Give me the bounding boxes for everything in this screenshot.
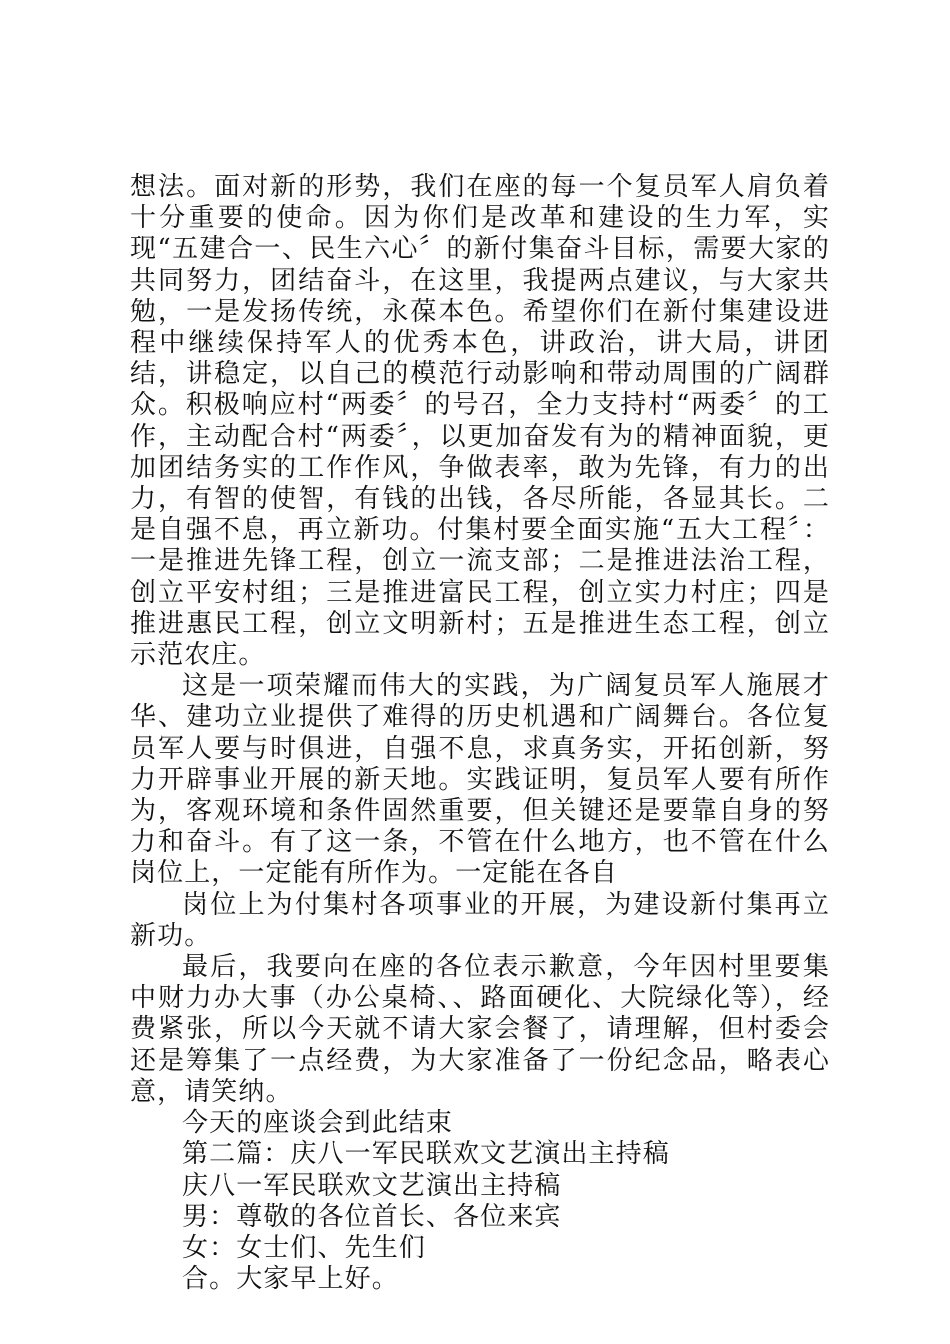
script-line-female: 女：女士们、先生们 xyxy=(182,1232,426,1263)
document-title: 庆八一军民联欢文艺演出主持稿 xyxy=(182,1170,562,1201)
script-line-together: 合。大家早上好。 xyxy=(182,1264,399,1295)
section-heading: 第二篇：庆八一军民联欢文艺演出主持稿 xyxy=(182,1139,670,1170)
closing-line: 今天的座谈会到此结束 xyxy=(182,1108,454,1139)
body-paragraph-4: 最后，我要向在座的各位表示歉意，今年因村里要集中财力办大事（办公桌椅、、路面硬化、大院绿化等），经费紧张，所以今天就不请大家会餐了，请理解，但村委会还是筹集了一点经费，为大家准备了一份纪念品，略表心意，请笑纳。 xyxy=(130,952,830,1107)
document-page xyxy=(130,172,830,1295)
body-paragraph-2: 这是一项荣耀而伟大的实践，为广阔复员军人施展才华、建功立业提供了难得的历史机遇和广阔舞台。各位复员军人要与时俱进，自强不息，求真务实，开拓创新，努力开辟事业开展的新天地。实践证明，复员军人要有所作为，客观环境和条件固然重要，但关键还是要靠自身的努力和奋斗。有了这一条，不管在什么地方，也不管在什么岗位上，一定能有所作为。一定能在各自 xyxy=(130,671,830,889)
script-line-male: 男：尊敬的各位首长、各位来宾 xyxy=(182,1201,562,1232)
body-paragraph-3: 岗位上为付集村各项事业的开展，为建设新付集再立新功。 xyxy=(130,889,830,951)
body-paragraph-1: 想法。面对新的形势，我们在座的每一个复员军人肩负着十分重要的使命。因为你们是改革和建设的生力军，实现“五建合一、民生六心〞的新付集奋斗目标，需要大家的共同努力，团结奋斗，在这里，我提两点建议，与大家共勉，一是发扬传统，永葆本色。希望你们在新付集建设进程中继续保持军人的优秀本色，讲政治，讲大局，讲团结，讲稳定，以自己的模范行动影响和带动周围的广阔群众。积极响应村“两委〞的号召，全力支持村“两委〞的工作，主动配合村“两委〞，以更加奋发有为的精神面貌，更加团结务实的工作作风，争做表率，敢为先锋，有力的出力，有智的使智，有钱的出钱，各尽所能，各显其长。二是自强不息，再立新功。付集村要全面实施“五大工程〞：一是推进先锋工程，创立一流支部；二是推进法治工程，创立平安村组；三是推进富民工程，创立实力村庄；四是推进惠民工程，创立文明新村；五是推进生态工程，创立示范农庄。 xyxy=(130,172,830,671)
